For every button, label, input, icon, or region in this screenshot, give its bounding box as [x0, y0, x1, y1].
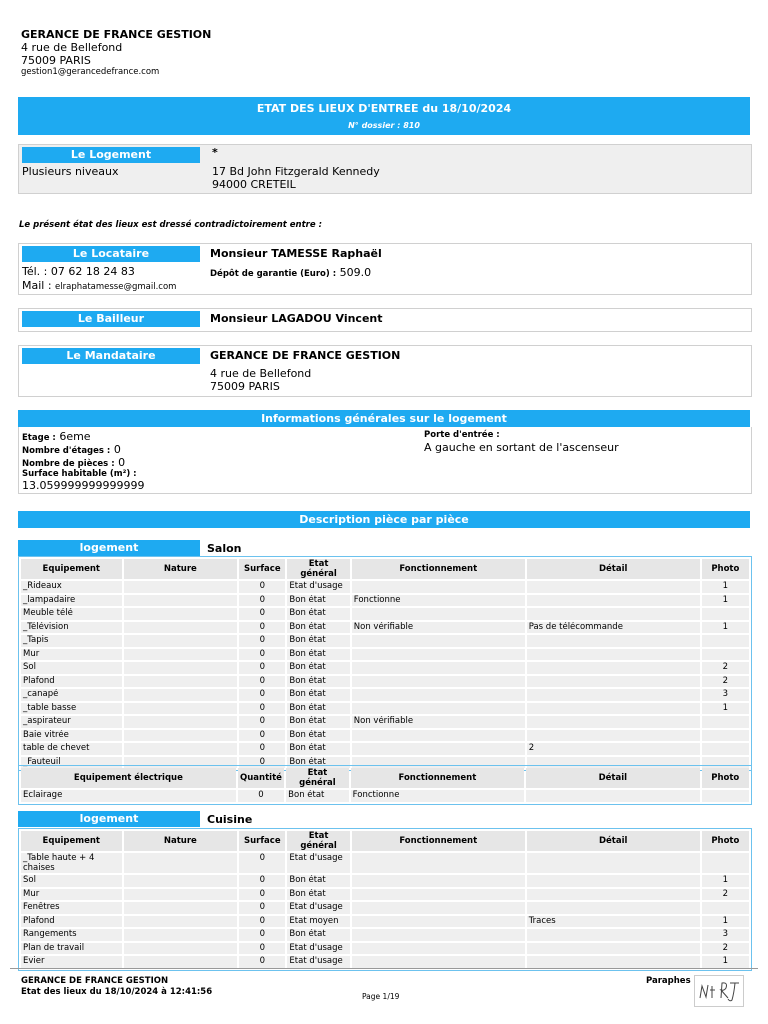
mandataire-name: GERANCE DE FRANCE GESTION: [210, 349, 401, 362]
column-header: Photo: [702, 831, 749, 851]
table-cell: Plan de travail: [21, 943, 122, 955]
company-email: gestion1@gerancedefrance.com: [21, 67, 160, 77]
logement-label: Le Logement: [22, 147, 200, 163]
column-header: Détail: [527, 831, 700, 851]
bailleur-label: Le Bailleur: [22, 311, 200, 327]
logement-star: *: [212, 146, 218, 159]
surface-label: Surface habitable (m²) :: [22, 469, 137, 479]
table-cell: [527, 662, 700, 674]
deposit-row: [210, 266, 371, 279]
nb-pieces-label: Nombre de pièces :: [22, 459, 115, 469]
table-cell: 0: [239, 956, 285, 968]
table-cell: Bon état: [287, 595, 349, 607]
logement-type: Plusieurs niveaux: [22, 165, 119, 178]
table-cell: [352, 689, 525, 701]
locataire-label: Le Locataire: [22, 246, 200, 262]
table-cell: [124, 743, 238, 755]
table-cell: Plafond: [21, 676, 122, 688]
table-cell: Etat d'usage: [287, 956, 349, 968]
column-header: Fonctionnement: [352, 559, 525, 579]
table-cell: [527, 676, 700, 688]
company-name: GERANCE DE FRANCE GESTION: [21, 28, 212, 41]
table-cell: [702, 743, 749, 755]
table-cell: Bon état: [287, 689, 349, 701]
table-cell: Bon état: [287, 716, 349, 728]
column-header: Détail: [526, 768, 699, 788]
table-cell: [352, 916, 525, 928]
surface-value: 13.059999999999999: [22, 479, 145, 492]
mandataire-city: 75009 PARIS: [210, 380, 280, 393]
room-2-name: Cuisine: [207, 813, 253, 826]
logement-street: 17 Bd John Fitzgerald Kennedy: [212, 165, 380, 178]
table-cell: Bon état: [287, 929, 349, 941]
bailleur-box: [18, 308, 752, 332]
table-cell: [527, 853, 700, 873]
table-row: [21, 853, 749, 873]
table-cell: 1: [702, 703, 749, 715]
table-cell: 2: [702, 889, 749, 901]
nb-etages-value: 0: [113, 443, 121, 456]
company-street: 4 rue de Bellefond: [21, 41, 123, 54]
table-cell: [527, 649, 700, 661]
column-header: Equipement électrique: [21, 768, 236, 788]
table-header-row: [21, 559, 749, 579]
table-row: [21, 743, 749, 755]
table-cell: 0: [239, 676, 285, 688]
table-row: [21, 662, 749, 674]
table-cell: 0: [239, 889, 285, 901]
page-number: Page 1/19: [362, 992, 400, 1001]
table-row: [21, 676, 749, 688]
table-cell: 2: [702, 662, 749, 674]
table-cell: Rangements: [21, 929, 122, 941]
column-header: Photo: [702, 559, 749, 579]
nb-pieces-row: [22, 456, 125, 469]
signature-initials: [694, 975, 744, 1007]
column-header: Quantité: [238, 768, 284, 788]
table-cell: [527, 716, 700, 728]
etage-label: Etage :: [22, 433, 56, 443]
table-row: [21, 703, 749, 715]
table-cell: Mur: [21, 649, 122, 661]
table-cell: Bon état: [287, 635, 349, 647]
table-cell: 0: [239, 757, 285, 769]
table-cell: [124, 635, 238, 647]
table-cell: 1: [702, 956, 749, 968]
infos-title: Informations générales sur le logement: [18, 410, 750, 427]
table-cell: [124, 875, 238, 887]
porte-label: Porte d'entrée :: [424, 430, 500, 440]
table-cell: [124, 649, 238, 661]
table-row: [21, 581, 749, 593]
table-cell: Bon état: [287, 889, 349, 901]
table-cell: 0: [239, 608, 285, 620]
table-cell: 0: [239, 902, 285, 914]
table-row: [21, 622, 749, 634]
table-cell: [352, 889, 525, 901]
room-2-table: [18, 828, 752, 971]
table-cell: [352, 902, 525, 914]
table-cell: Etat d'usage: [287, 943, 349, 955]
table-cell: [527, 943, 700, 955]
nb-pieces-value: 0: [118, 456, 126, 469]
table-cell: [352, 929, 525, 941]
table-cell: 1: [702, 595, 749, 607]
table-row: [21, 649, 749, 661]
table-cell: 0: [239, 875, 285, 887]
column-header: Fonctionnement: [352, 831, 525, 851]
table-cell: 1: [702, 581, 749, 593]
table-row: [21, 902, 749, 914]
table-cell: [527, 902, 700, 914]
table-cell: [702, 635, 749, 647]
table-cell: Etat d'usage: [287, 902, 349, 914]
table-cell: [527, 635, 700, 647]
table-row: [21, 916, 749, 928]
company-city: 75009 PARIS: [21, 54, 91, 67]
table-cell: [527, 730, 700, 742]
table-cell: [352, 730, 525, 742]
table-cell: [352, 853, 525, 873]
footer-company: GERANCE DE FRANCE GESTION: [21, 976, 169, 986]
table-cell: [352, 943, 525, 955]
table-cell: _Télévision: [21, 622, 122, 634]
description-title: Description pièce par pièce: [18, 511, 750, 528]
table-cell: 0: [239, 716, 285, 728]
etage-value: 6eme: [59, 430, 91, 443]
table-cell: [352, 703, 525, 715]
table-cell: [527, 689, 700, 701]
table-cell: [702, 716, 749, 728]
table-cell: [527, 703, 700, 715]
table-cell: Fonctionne: [352, 595, 525, 607]
tel-label: Tél. :: [22, 265, 48, 278]
porte-value: A gauche en sortant de l'ascenseur: [424, 441, 619, 454]
table-cell: 2: [702, 943, 749, 955]
table-cell: Plafond: [21, 916, 122, 928]
table-cell: [352, 581, 525, 593]
table-header-row: [21, 831, 749, 851]
mail-label: Mail :: [22, 279, 52, 292]
room-1-label: logement: [18, 540, 200, 556]
table-row: [21, 595, 749, 607]
table-cell: [124, 595, 238, 607]
column-header: Fonctionnement: [351, 768, 524, 788]
table-cell: Meuble télé: [21, 608, 122, 620]
table-cell: [702, 853, 749, 873]
table-row: [21, 956, 749, 968]
locataire-tel-row: [22, 265, 135, 278]
nb-etages-row: [22, 443, 121, 456]
table-cell: [527, 595, 700, 607]
table-cell: 1: [702, 875, 749, 887]
footer-date: Etat des lieux du 18/10/2024 à 12:41:56: [21, 987, 213, 997]
table-cell: 0: [239, 703, 285, 715]
table-cell: [352, 676, 525, 688]
deposit-value: 509.0: [339, 266, 372, 279]
table-cell: Bon état: [286, 790, 349, 802]
table-cell: [702, 902, 749, 914]
footer-divider: [10, 968, 758, 969]
room-1-elec-table: [18, 765, 752, 805]
table-cell: 0: [238, 790, 284, 802]
table-cell: [124, 716, 238, 728]
table-cell: [124, 689, 238, 701]
column-header: Etat général: [286, 768, 349, 788]
table-row: [21, 635, 749, 647]
logement-box: [18, 144, 752, 194]
table-cell: _Fauteuil: [21, 757, 122, 769]
table-cell: 2: [702, 676, 749, 688]
table-cell: [352, 608, 525, 620]
table-cell: Bon état: [287, 757, 349, 769]
column-header: Equipement: [21, 831, 122, 851]
table-cell: [527, 889, 700, 901]
document-title-bar: [18, 97, 750, 135]
locataire-name: Monsieur TAMESSE Raphaël: [210, 247, 382, 260]
table-cell: 0: [239, 649, 285, 661]
table-cell: 0: [239, 916, 285, 928]
table-cell: Mur: [21, 889, 122, 901]
column-header: Nature: [124, 559, 238, 579]
table-row: [21, 608, 749, 620]
table-cell: [124, 943, 238, 955]
table-cell: [124, 622, 238, 634]
table-cell: 1: [702, 916, 749, 928]
table-cell: [352, 662, 525, 674]
column-header: Etat général: [287, 831, 349, 851]
locataire-box: [18, 243, 752, 295]
table-cell: Evier: [21, 956, 122, 968]
paraphes-label: Paraphes: [646, 976, 691, 986]
table-cell: [352, 635, 525, 647]
table-cell: Fenêtres: [21, 902, 122, 914]
room-2-label: logement: [18, 811, 200, 827]
table-row: [21, 875, 749, 887]
table-cell: Pas de télécommande: [527, 622, 700, 634]
table-row: [21, 943, 749, 955]
table-cell: Non vérifiable: [352, 716, 525, 728]
table-cell: [527, 608, 700, 620]
table-cell: 3: [702, 689, 749, 701]
table-cell: Bon état: [287, 730, 349, 742]
room-1-table: [18, 556, 752, 771]
table-cell: 0: [239, 595, 285, 607]
table-row: [21, 929, 749, 941]
table-cell: 1: [702, 622, 749, 634]
table-cell: 2: [527, 743, 700, 755]
table-cell: _aspirateur: [21, 716, 122, 728]
table-cell: [124, 916, 238, 928]
tel-value: 07 62 18 24 83: [50, 265, 135, 278]
table-cell: Bon état: [287, 743, 349, 755]
table-cell: 3: [702, 929, 749, 941]
mandataire-box: [18, 345, 752, 397]
table-cell: [124, 662, 238, 674]
table-cell: 0: [239, 662, 285, 674]
table-cell: Etat moyen: [287, 916, 349, 928]
deposit-label: Dépôt de garantie (Euro) :: [210, 269, 337, 279]
table-cell: _Table haute + 4 chaises: [21, 853, 122, 873]
table-cell: [352, 743, 525, 755]
table-cell: [124, 676, 238, 688]
table-cell: [702, 649, 749, 661]
table-cell: 0: [239, 622, 285, 634]
mandataire-label: Le Mandataire: [22, 348, 200, 364]
table-cell: [124, 730, 238, 742]
table-cell: [124, 703, 238, 715]
table-cell: [124, 581, 238, 593]
document-title: ETAT DES LIEUX D'ENTREE du 18/10/2024: [256, 102, 512, 115]
column-header: Surface: [239, 831, 285, 851]
table-cell: 0: [239, 730, 285, 742]
infos-box: [18, 427, 752, 494]
table-cell: [124, 929, 238, 941]
table-cell: Bon état: [287, 703, 349, 715]
table-row: [21, 790, 749, 802]
table-cell: Non vérifiable: [352, 622, 525, 634]
column-header: Nature: [124, 831, 238, 851]
table-row: [21, 889, 749, 901]
table-cell: [527, 875, 700, 887]
table-cell: 0: [239, 943, 285, 955]
table-cell: Éclairage: [21, 790, 236, 802]
table-cell: table de chevet: [21, 743, 122, 755]
table-cell: [527, 581, 700, 593]
table-cell: _Rideaux: [21, 581, 122, 593]
column-header: Etat général: [287, 559, 349, 579]
table-cell: Bon état: [287, 649, 349, 661]
table-cell: 0: [239, 689, 285, 701]
nb-etages-label: Nombre d'étages :: [22, 446, 111, 456]
signature-scribble-icon: [695, 976, 743, 1006]
table-cell: [702, 790, 749, 802]
column-header: Equipement: [21, 559, 122, 579]
table-cell: Etat d'usage: [287, 853, 349, 873]
mail-value: elraphatamesse@gmail.com: [55, 282, 177, 292]
table-cell: 0: [239, 581, 285, 593]
table-cell: Bon état: [287, 608, 349, 620]
table-cell: 0: [239, 743, 285, 755]
table-cell: 0: [239, 853, 285, 873]
table-cell: Bon état: [287, 676, 349, 688]
table-row: [21, 716, 749, 728]
table-cell: 0: [239, 929, 285, 941]
etage-row: [22, 430, 91, 443]
table-cell: [124, 902, 238, 914]
table-cell: [702, 608, 749, 620]
table-cell: Bon état: [287, 662, 349, 674]
column-header: Photo: [702, 768, 749, 788]
table-cell: [526, 790, 699, 802]
locataire-mail-row: [22, 279, 176, 292]
table-cell: Baie vitrée: [21, 730, 122, 742]
table-cell: Etat d'usage: [287, 581, 349, 593]
table-cell: [527, 956, 700, 968]
intro-text: Le présent état des lieux est dressé contradictoirement entre :: [19, 220, 322, 230]
bailleur-name: Monsieur LAGADOU Vincent: [210, 312, 383, 325]
column-header: Détail: [527, 559, 700, 579]
table-cell: Sol: [21, 662, 122, 674]
room-1-name: Salon: [207, 542, 242, 555]
table-cell: Sol: [21, 875, 122, 887]
table-header-row: [21, 768, 749, 788]
logement-city: 94000 CRETEIL: [212, 178, 296, 191]
table-cell: Bon état: [287, 622, 349, 634]
table-cell: [124, 608, 238, 620]
table-cell: _Tapis: [21, 635, 122, 647]
table-cell: Bon état: [287, 875, 349, 887]
mandataire-street: 4 rue de Bellefond: [210, 367, 312, 380]
dossier-number: N° dossier : 810: [348, 121, 420, 130]
column-header: Surface: [239, 559, 285, 579]
table-cell: _lampadaire: [21, 595, 122, 607]
table-cell: _canapé: [21, 689, 122, 701]
table-cell: [124, 956, 238, 968]
table-cell: [352, 875, 525, 887]
table-cell: _table basse: [21, 703, 122, 715]
table-cell: [527, 929, 700, 941]
table-cell: [124, 853, 238, 873]
table-cell: [352, 956, 525, 968]
table-row: [21, 730, 749, 742]
table-cell: [702, 730, 749, 742]
table-cell: Fonctionne: [351, 790, 524, 802]
table-cell: [352, 649, 525, 661]
table-cell: Traces: [527, 916, 700, 928]
table-cell: [124, 889, 238, 901]
table-cell: 0: [239, 635, 285, 647]
table-row: [21, 689, 749, 701]
